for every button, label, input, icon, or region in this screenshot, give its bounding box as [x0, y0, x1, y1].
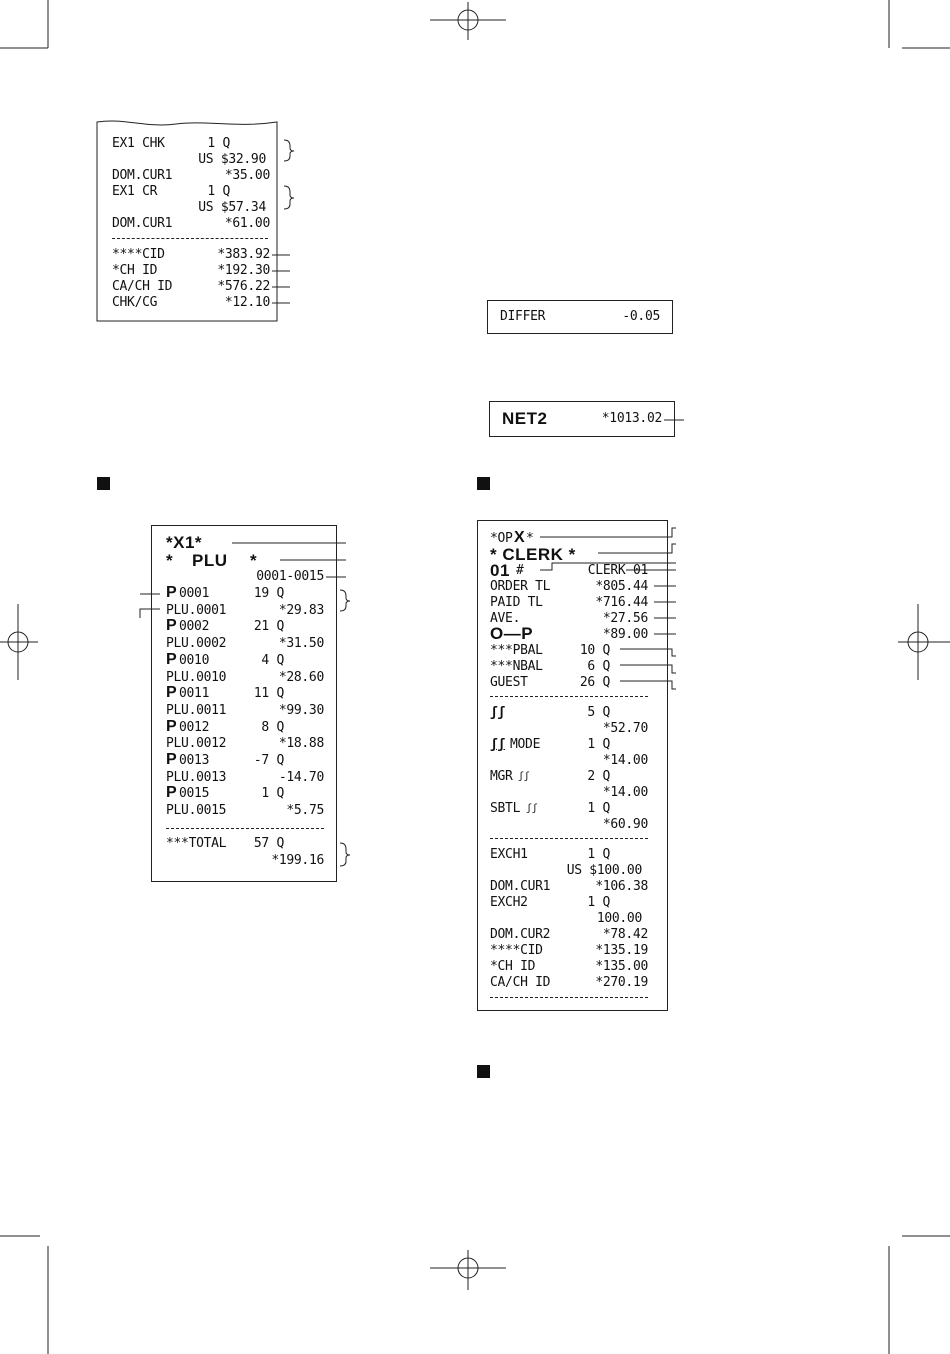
plu-code: 0011: [179, 686, 210, 702]
plu-name: PLU.0002: [166, 636, 227, 652]
plu-code-prefix: P: [166, 617, 177, 635]
receipt-line: CHK/CG: [112, 295, 158, 310]
receipt-qty: 5 Q: [587, 705, 610, 720]
plu-qty: 1 Q: [261, 786, 284, 802]
receipt-line: EX1 CHK: [112, 136, 165, 151]
net2-value: *1013.02: [601, 411, 662, 426]
receipt-line: EXCH2: [490, 895, 528, 910]
receipt-line: PAID TL: [490, 595, 543, 610]
receipt-amount: *52.70: [602, 721, 648, 736]
plu-name: PLU.0015: [166, 803, 227, 819]
total-label: ***TOTAL: [166, 836, 227, 851]
plu-amount: *99.30: [278, 702, 324, 718]
report-title: *X1*: [166, 533, 203, 552]
plu-qty: 19 Q: [253, 586, 284, 601]
receipt-line: CA/CH ID: [112, 279, 173, 294]
plu-code-prefix: P: [166, 751, 177, 768]
report-heading-star: *: [166, 551, 174, 570]
receipt-line: MGR: [490, 769, 513, 784]
receipt-line: DOM.CUR2: [490, 927, 551, 942]
receipt-line: SBTL: [490, 801, 521, 816]
receipt-qty: 1 Q: [587, 895, 610, 910]
void-mode-icon: ʃʃ: [490, 737, 506, 752]
receipt-line: DOM.CUR1: [112, 168, 173, 183]
receipt-line: EXCH1: [490, 847, 528, 862]
receipt-amount: *716.44: [595, 595, 648, 610]
receipt-amount: US $100.00: [566, 863, 642, 878]
void-small-icon: ʃʃ: [518, 771, 530, 782]
receipt-line: ***NBAL: [490, 659, 543, 674]
plu-amount: *5.75: [286, 803, 324, 819]
plu-qty: 8 Q: [261, 719, 284, 735]
plu-range: 0001-0015: [256, 569, 324, 584]
receipt-qty: 10 Q: [579, 643, 610, 658]
receipt-amount: US $32.90: [198, 152, 266, 167]
receipt-amount: *383.92: [217, 247, 270, 262]
clerk-hash: #: [516, 563, 524, 578]
plu-qty: 11 Q: [253, 686, 284, 702]
total-qty: 57 Q: [253, 836, 284, 851]
receipt-amount: *106.38: [595, 879, 648, 894]
plu-amount: *28.60: [278, 669, 324, 685]
receipt-amount: *576.22: [217, 279, 270, 294]
receipt-line: DOM.CUR1: [490, 879, 551, 894]
receipt-qty: 1 Q: [207, 184, 230, 199]
receipt-amount: *135.19: [595, 943, 648, 958]
differ-value: -0.05: [622, 309, 660, 324]
net2-label: NET2: [502, 409, 548, 428]
plu-qty: 4 Q: [261, 652, 284, 668]
op-value: *89.00: [602, 627, 648, 642]
report-heading: * CLERK *: [490, 545, 576, 564]
report-title-prefix: *OP: [490, 531, 513, 546]
receipt-amount: *805.44: [595, 579, 648, 594]
receipt-line: *CH ID: [112, 263, 158, 278]
receipt-line: CA/CH ID: [490, 975, 551, 990]
receipt-line: GUEST: [490, 675, 528, 690]
receipt-amount: *61.00: [224, 216, 270, 231]
receipt-qty: 2 Q: [587, 769, 610, 784]
op-label: O—P: [490, 624, 534, 643]
receipt-qty: 1 Q: [587, 737, 610, 752]
receipt-amount: *78.42: [602, 927, 648, 942]
plu-code-prefix: P: [166, 684, 177, 702]
receipt-amount: *192.30: [217, 263, 270, 278]
plu-code-prefix: P: [166, 650, 177, 668]
plu-code-prefix: P: [166, 784, 177, 802]
plu-amount: -14.70: [278, 769, 324, 785]
report-title-suffix: *: [526, 531, 534, 546]
void-icon: ʃʃ: [490, 705, 506, 720]
receipt-line: EX1 CR: [112, 184, 158, 199]
receipt-amount: *60.90: [602, 817, 648, 832]
receipt-line: ****CID: [490, 943, 543, 958]
receipt-amount: 100.00: [596, 911, 642, 926]
report-heading: PLU: [192, 551, 228, 570]
receipt-amount: *27.56: [602, 611, 648, 626]
plu-code: 0013: [179, 753, 210, 768]
plu-code: 0002: [179, 619, 210, 635]
total-amount: *199.16: [271, 853, 324, 868]
receipt-line: DOM.CUR1: [112, 216, 173, 231]
plu-code: 0012: [179, 719, 210, 735]
receipt-line: ORDER TL: [490, 579, 551, 594]
receipt-qty: 1 Q: [587, 801, 610, 816]
receipt-amount: US $57.34: [198, 200, 266, 215]
plu-name: PLU.0001: [166, 602, 227, 618]
receipt-qty: 1 Q: [587, 847, 610, 862]
report-title-x: X: [514, 529, 525, 546]
receipt-qty: 26 Q: [579, 675, 610, 690]
plu-qty: 21 Q: [253, 619, 284, 635]
plu-amount: *29.83: [278, 602, 324, 618]
plu-name: PLU.0010: [166, 669, 227, 685]
plu-qty: -7 Q: [253, 753, 284, 768]
plu-name: PLU.0013: [166, 769, 227, 785]
receipt-line: ***PBAL: [490, 643, 543, 658]
clerk-number: 01: [490, 561, 510, 580]
plu-code-prefix: P: [166, 584, 177, 601]
plu-name: PLU.0011: [166, 702, 227, 718]
report-heading-star: *: [250, 551, 258, 570]
receipt-line: *CH ID: [490, 959, 536, 974]
plu-code-prefix: P: [166, 717, 177, 735]
receipt-line: AVE.: [490, 611, 521, 626]
plu-code: 0010: [179, 652, 210, 668]
receipt-amount: *135.00: [595, 959, 648, 974]
receipt-amount: *12.10: [224, 295, 270, 310]
clerk-name: CLERK 01: [587, 563, 648, 578]
plu-amount: *18.88: [278, 736, 324, 752]
void-small-icon: ʃʃ: [526, 803, 538, 814]
receipt-amount: *35.00: [224, 168, 270, 183]
receipt-amount: *14.00: [602, 753, 648, 768]
plu-amount: *31.50: [278, 636, 324, 652]
receipt-qty: 6 Q: [587, 659, 610, 674]
differ-label: DIFFER: [500, 309, 546, 324]
plu-name: PLU.0012: [166, 736, 227, 752]
receipt-amount: *270.19: [595, 975, 648, 990]
plu-code: 0015: [179, 786, 210, 802]
plu-code: 0001: [179, 586, 210, 601]
receipt-line: ****CID: [112, 247, 165, 262]
receipt-amount: *14.00: [602, 785, 648, 800]
receipt-qty: 1 Q: [207, 136, 230, 151]
receipt-line: MODE: [510, 737, 541, 752]
